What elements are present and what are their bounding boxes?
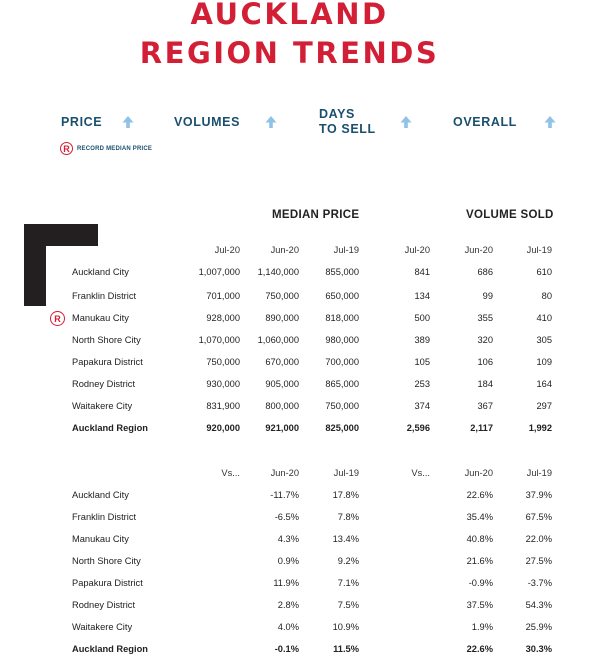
cell: 13.4% bbox=[332, 534, 359, 544]
cell: 109 bbox=[536, 357, 552, 367]
table-row bbox=[0, 291, 611, 305]
up-arrow-icon bbox=[264, 115, 278, 129]
cell: 106 bbox=[477, 357, 493, 367]
cell: 7.5% bbox=[337, 600, 359, 610]
cell: 67.5% bbox=[525, 512, 552, 522]
row-name: Manukau City bbox=[72, 534, 129, 544]
cell: 374 bbox=[414, 401, 430, 411]
cell: 610 bbox=[536, 267, 552, 277]
table-row bbox=[0, 578, 611, 592]
row-name: Auckland Region bbox=[72, 644, 148, 654]
cell: 4.0% bbox=[277, 622, 299, 632]
cell: 367 bbox=[477, 401, 493, 411]
cell: 750,000 bbox=[325, 401, 359, 411]
cell: 297 bbox=[536, 401, 552, 411]
table-row-total bbox=[0, 423, 611, 437]
cell: 7.8% bbox=[337, 512, 359, 522]
cell: 389 bbox=[414, 335, 430, 345]
trend-label-days-to-sell: DAYS TO SELL bbox=[319, 107, 376, 136]
col-header: Vs... bbox=[221, 468, 240, 478]
cell: 1,007,000 bbox=[198, 267, 240, 277]
col-header: Jun-20 bbox=[270, 245, 299, 255]
table-row bbox=[0, 490, 611, 504]
row-name: Franklin District bbox=[72, 512, 137, 522]
cell: 25.9% bbox=[525, 622, 552, 632]
cell: 930,000 bbox=[206, 379, 240, 389]
cell: 80 bbox=[541, 291, 552, 301]
cell: 0.9% bbox=[277, 556, 299, 566]
cell: 11.5% bbox=[333, 644, 359, 654]
cell: 320 bbox=[477, 335, 493, 345]
table-row bbox=[0, 357, 611, 371]
up-arrow-icon bbox=[399, 115, 413, 129]
cell: 700,000 bbox=[325, 357, 359, 367]
table-row bbox=[0, 267, 611, 281]
cell: 99 bbox=[482, 291, 493, 301]
cell: 750,000 bbox=[206, 357, 240, 367]
record-median-price-legend bbox=[60, 142, 152, 155]
col-header: Jun-20 bbox=[464, 245, 493, 255]
row-name: North Shore City bbox=[72, 556, 141, 566]
record-badge-icon: R bbox=[60, 142, 73, 155]
row-name: Papakura District bbox=[72, 357, 143, 367]
table-row bbox=[0, 313, 611, 327]
row-name: Auckland City bbox=[72, 267, 129, 277]
cell: 22.6% bbox=[466, 490, 493, 500]
col-header: Jun-20 bbox=[270, 468, 299, 478]
cell: 253 bbox=[414, 379, 430, 389]
cell: 928,000 bbox=[206, 313, 240, 323]
col-header: Jul-20 bbox=[214, 245, 240, 255]
cell: 800,000 bbox=[265, 401, 299, 411]
row-name: Manukau City bbox=[72, 313, 129, 323]
row-name: Auckland Region bbox=[72, 423, 148, 433]
cell: 825,000 bbox=[325, 423, 359, 433]
cell: -0.1% bbox=[274, 644, 299, 654]
cell: 4.3% bbox=[277, 534, 299, 544]
record-badge-icon: R bbox=[50, 311, 65, 326]
cell: 54.3% bbox=[525, 600, 552, 610]
trend-label-overall: OVERALL bbox=[453, 115, 517, 129]
cell: 1,140,000 bbox=[257, 267, 299, 277]
cell: 40.8% bbox=[466, 534, 493, 544]
cell: 184 bbox=[477, 379, 493, 389]
row-name: Rodney District bbox=[72, 600, 136, 610]
cell: 2,117 bbox=[470, 423, 493, 433]
cell: 11.9% bbox=[273, 578, 299, 588]
cell: 750,000 bbox=[265, 291, 299, 301]
cell: -0.9% bbox=[468, 578, 493, 588]
cell: 500 bbox=[414, 313, 430, 323]
table-row bbox=[0, 534, 611, 548]
cell: 650,000 bbox=[325, 291, 359, 301]
cell: 164 bbox=[536, 379, 552, 389]
row-name: Waitakere City bbox=[72, 622, 133, 632]
cell: 818,000 bbox=[325, 313, 359, 323]
table-row bbox=[0, 335, 611, 349]
cell: 1,992 bbox=[528, 423, 552, 433]
cell: 10.9% bbox=[332, 622, 359, 632]
cell: 921,000 bbox=[265, 423, 299, 433]
cell: 890,000 bbox=[265, 313, 299, 323]
cell: 17.8% bbox=[332, 490, 359, 500]
col-header: Jul-19 bbox=[526, 245, 552, 255]
cell: 905,000 bbox=[265, 379, 299, 389]
cell: 30.3% bbox=[525, 644, 552, 654]
cell: 9.2% bbox=[337, 556, 359, 566]
cell: 980,000 bbox=[325, 335, 359, 345]
table1-header-row bbox=[0, 245, 611, 259]
row-name: Rodney District bbox=[72, 379, 136, 389]
row-name: Waitakere City bbox=[72, 401, 133, 411]
section-volume-sold: VOLUME SOLD bbox=[466, 209, 554, 221]
cell: 841 bbox=[414, 267, 430, 277]
cell: 855,000 bbox=[325, 267, 359, 277]
cell: 686 bbox=[477, 267, 493, 277]
col-header: Jun-20 bbox=[464, 468, 493, 478]
cell: 105 bbox=[414, 357, 430, 367]
table-row bbox=[0, 379, 611, 393]
table-row bbox=[0, 512, 611, 526]
cell: -6.5% bbox=[274, 512, 299, 522]
col-header: Jul-19 bbox=[526, 468, 552, 478]
row-name: Auckland City bbox=[72, 490, 129, 500]
cell: 701,000 bbox=[206, 291, 240, 301]
up-arrow-icon bbox=[543, 115, 557, 129]
cell: -11.7% bbox=[270, 490, 299, 500]
page-title-line1: AUCKLAND bbox=[190, 0, 389, 31]
cell: 865,000 bbox=[325, 379, 359, 389]
table-row bbox=[0, 401, 611, 415]
table-row bbox=[0, 622, 611, 636]
cell: 355 bbox=[477, 313, 493, 323]
cell: 2,596 bbox=[406, 423, 430, 433]
table-row bbox=[0, 600, 611, 614]
trend-label-price: PRICE bbox=[61, 115, 103, 129]
trend-label-volumes: VOLUMES bbox=[174, 115, 241, 129]
cell: 37.5% bbox=[466, 600, 493, 610]
cell: 2.8% bbox=[277, 600, 299, 610]
cell: 21.6% bbox=[466, 556, 493, 566]
section-median-price: MEDIAN PRICE bbox=[272, 209, 360, 221]
cell: 22.6% bbox=[466, 644, 493, 654]
cell: 831,900 bbox=[206, 401, 240, 411]
cell: 134 bbox=[414, 291, 430, 301]
cell: 410 bbox=[536, 313, 552, 323]
col-header: Jul-19 bbox=[333, 468, 359, 478]
cell: 1,060,000 bbox=[257, 335, 299, 345]
col-header: Jul-20 bbox=[404, 245, 430, 255]
row-name: Papakura District bbox=[72, 578, 143, 588]
table2-header-row bbox=[0, 468, 611, 482]
up-arrow-icon bbox=[121, 115, 135, 129]
record-legend-label: RECORD MEDIAN PRICE bbox=[77, 145, 153, 152]
table-row-total bbox=[0, 644, 611, 658]
col-header: Jul-19 bbox=[333, 245, 359, 255]
table-row bbox=[0, 556, 611, 570]
cell: 35.4% bbox=[466, 512, 493, 522]
cell: 37.9% bbox=[525, 490, 552, 500]
cell: 1.9% bbox=[471, 622, 493, 632]
cell: 27.5% bbox=[525, 556, 552, 566]
cell: 305 bbox=[536, 335, 552, 345]
row-name: North Shore City bbox=[72, 335, 141, 345]
page-title-line2: REGION TRENDS bbox=[139, 36, 440, 70]
col-header: Vs... bbox=[411, 468, 430, 478]
cell: 1,070,000 bbox=[198, 335, 240, 345]
cell: 7.1% bbox=[337, 578, 359, 588]
cell: 920,000 bbox=[206, 423, 240, 433]
cell: -3.7% bbox=[527, 578, 552, 588]
cell: 22.0% bbox=[525, 534, 552, 544]
cell: 670,000 bbox=[265, 357, 299, 367]
row-name: Franklin District bbox=[72, 291, 137, 301]
